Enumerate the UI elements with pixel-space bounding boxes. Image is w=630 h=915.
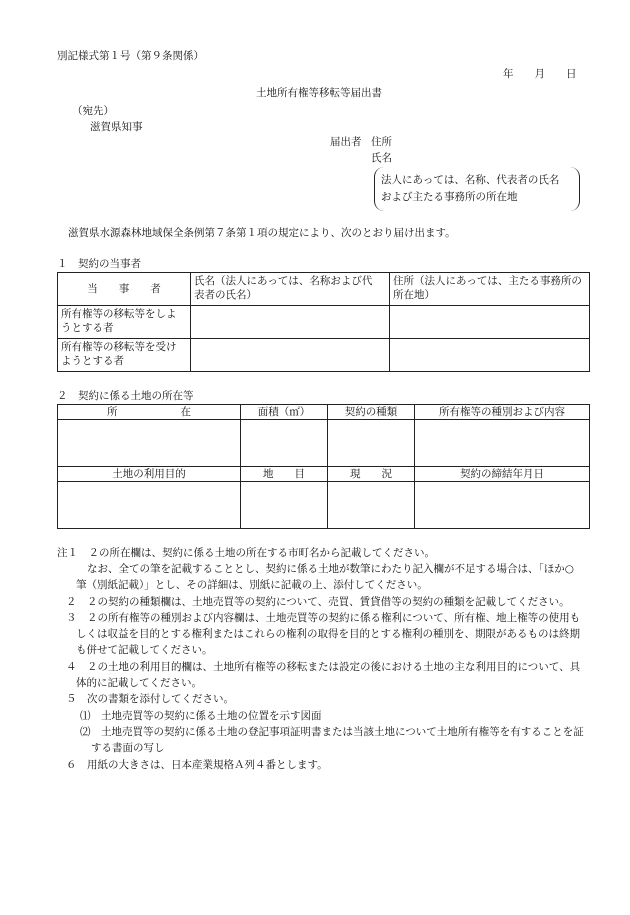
note-6: ６ 用紙の大きさは、日本産業規格Ａ列４番とします。 <box>66 759 328 771</box>
note-5-2b: する書面の写し <box>91 742 165 754</box>
note-2: ２ ２の契約の種類欄は、土地売買等の契約について、売買、賃貸借等の契約の種類を記載してください。 <box>66 596 570 608</box>
col-contract-date: 契約の締結年月日 <box>415 467 590 482</box>
note-1c: 筆（別紙記載）」とし、その詳細は、別紙に記載の上、添付してください。 <box>76 579 428 591</box>
table-row <box>58 420 590 467</box>
col-address-line2: 所在地） <box>393 289 435 302</box>
note-4a: ４ ２の土地の利用目的欄は、土地所有権等の移転または設定の後における土地の主な利用目的について、具 <box>66 661 581 673</box>
col-party: 当 事 者 <box>58 273 191 306</box>
purpose-cell[interactable] <box>58 482 241 529</box>
col-name-line1: 氏名（法人にあっては、名称および代 <box>194 275 373 287</box>
row-transferor <box>58 306 191 339</box>
col-right-type: 所有権等の種別および内容 <box>415 405 590 420</box>
address-label: 住所 <box>371 136 392 148</box>
col-name-line2: 表者の氏名） <box>194 289 257 302</box>
note-4b: 体的に記載してください。 <box>76 677 202 689</box>
right-type-cell[interactable] <box>415 420 590 467</box>
submitter-label: 届出者 <box>330 136 362 148</box>
col-contract-type: 契約の種類 <box>328 405 415 420</box>
table-row <box>58 306 590 339</box>
row-transferee <box>58 339 191 372</box>
area-cell[interactable] <box>241 420 328 467</box>
transferee-name-cell[interactable] <box>191 339 390 372</box>
col-purpose: 土地の利用目的 <box>58 467 241 482</box>
table-row <box>58 339 590 372</box>
land-table <box>57 404 590 529</box>
col-address <box>390 273 590 306</box>
category-cell[interactable] <box>241 482 328 529</box>
col-category: 地 目 <box>241 467 328 482</box>
row-transferor-line2: うとする者 <box>61 322 114 335</box>
statement: 滋賀県水源森林地域保全条例第７条第１項の規定により、次のとおり届け出ます。 <box>68 227 456 239</box>
transferor-name-cell[interactable] <box>191 306 390 339</box>
form-number: 別記様式第１号（第９条関係） <box>57 50 204 62</box>
name-label: 氏名 <box>371 152 392 164</box>
note-1b: なお、全ての筆を記載することとし、契約に係る土地が数筆にわたり記入欄が不足する場合は、「ほか○ <box>87 563 574 575</box>
contract-type-cell[interactable] <box>328 420 415 467</box>
col-name <box>191 273 390 306</box>
note-5-2a: ⑵ 土地売買等の契約に係る土地の登記事項証明書または当該土地について土地所有権等を有することを証 <box>80 726 584 738</box>
row-transferee-line2: ようとする者 <box>61 355 124 368</box>
note-1a: 注１ ２の所在欄は、契約に係る土地の所在する市町名から記載してください。 <box>57 547 435 559</box>
bracket-line-2: および主たる事務所の所在地 <box>381 191 518 203</box>
note-3a: ３ ２の所有権等の種別および内容欄は、土地売買等の契約に係る権利について、所有権、地上権等の使用も <box>66 612 581 624</box>
col-status: 現 況 <box>328 467 415 482</box>
section1-heading: １ 契約の当事者 <box>57 258 141 270</box>
transferor-address-cell[interactable] <box>390 306 590 339</box>
row-transferee-line1: 所有権等の移転等を受け <box>61 341 177 353</box>
corporate-note-bracket <box>374 167 580 211</box>
col-address-line1: 住所（法人にあっては、主たる事務所の <box>393 275 582 287</box>
col-area: 面積（㎡） <box>241 405 328 420</box>
date-field: 年 月 日 <box>503 68 577 80</box>
location-cell[interactable] <box>58 420 241 467</box>
parties-table <box>57 272 590 372</box>
col-location: 所 在 <box>58 405 241 420</box>
contract-date-cell[interactable] <box>415 482 590 529</box>
addressee: 滋賀県知事 <box>90 121 143 133</box>
note-3c: も併せて記載してください。 <box>76 644 213 656</box>
addressee-prefix: （宛先） <box>72 105 114 117</box>
table-row <box>58 482 590 529</box>
bracket-line-1: 法人にあっては、名称、代表者の氏名 <box>381 174 560 186</box>
note-5: ５ 次の書類を添付してください。 <box>66 693 234 705</box>
transferee-address-cell[interactable] <box>390 339 590 372</box>
status-cell[interactable] <box>328 482 415 529</box>
note-5-1: ⑴ 土地売買等の契約に係る土地の位置を示す図面 <box>80 710 322 722</box>
row-transferor-line1: 所有権等の移転等をしよ <box>61 308 177 320</box>
note-3b: しくは収益を目的とする権利またはこれらの権利の取得を目的とする権利の種別を、期限があるものは終期 <box>76 628 580 640</box>
page-title: 土地所有権等移転等届出書 <box>256 87 382 99</box>
section2-heading: ２ 契約に係る土地の所在等 <box>57 390 194 402</box>
